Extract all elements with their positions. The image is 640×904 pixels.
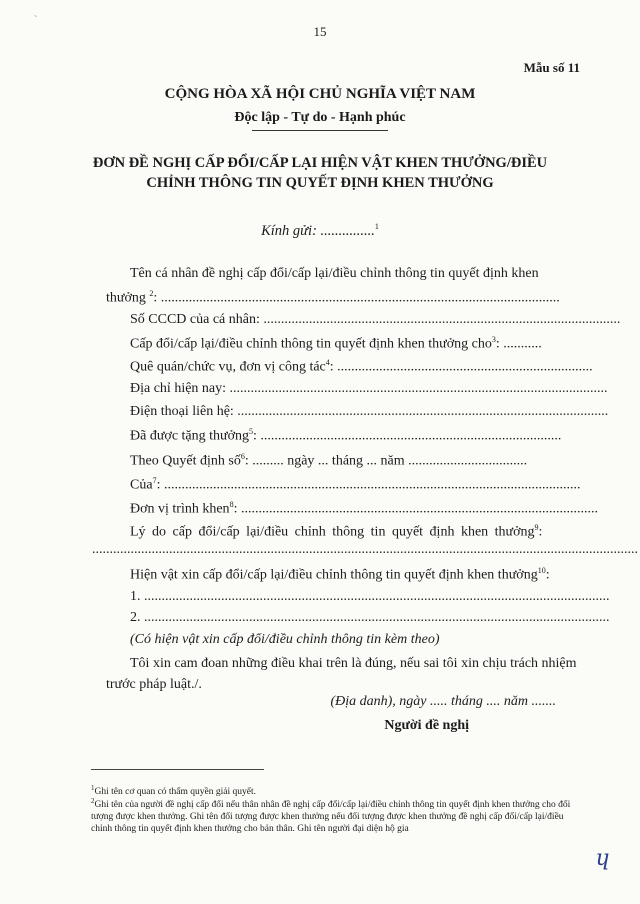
field-reason-fill-line: ............................................................................................................................................................ (92, 542, 638, 557)
scan-mark: ` (34, 15, 38, 26)
nation-header: CỘNG HÒA XÃ HỘI CHỦ NGHĨA VIỆT NAM (164, 86, 476, 102)
footnote-separator (91, 769, 264, 770)
handwritten-initial-mark: ɥ (595, 846, 610, 871)
field-decision-number: Theo Quyết định số$^6$: ......... ngày ... tháng ... năm .................................. (130, 452, 528, 469)
commitment-line-2: trước pháp luật./. (106, 677, 202, 692)
addressee (0, 222, 640, 240)
field-awarded: Đã được tặng thưởng$^5$: ...................................................................................... (130, 427, 562, 444)
form-number: Mẫu số 11 (523, 60, 580, 75)
addressee-label: Kính gửi: ............... (261, 222, 375, 239)
signature-place-date: (Địa danh), ngày ..... tháng .... năm ....... (330, 694, 556, 709)
field-item-1: 1. ..................................................................................................................................... (130, 589, 610, 604)
document-title-line-1: ĐƠN ĐỀ NGHỊ CẤP ĐỔI/CẤP LẠI HIỆN VẬT KHEN THƯỞNG/ĐIỀU (92, 155, 548, 171)
field-hometown-position: Quê quán/chức vụ, đơn vị công tác$^4$: ......................................................................... (130, 358, 593, 375)
field-name-line-1: Tên cá nhân đề nghị cấp đổi/cấp lại/điều chỉnh thông tin quyết định khen (130, 266, 539, 281)
field-items-header: Hiện vật xin cấp đổi/cấp lại/điều chỉnh thông tin quyết định khen thưởng$^{10}$: (130, 566, 550, 583)
field-nominating-unit: Đơn vị trình khen$^8$: ...................................................................................................... (130, 500, 598, 517)
field-current-address: Địa chỉ hiện nay: ............................................................................................................ (130, 381, 608, 396)
field-id-number: Số CCCD của cá nhân: ...................................................................................................... (130, 312, 621, 327)
field-reason: Lý do cấp đổi/cấp lại/điều chỉnh thông tin quyết định khen thưởng$^9$: (130, 523, 543, 540)
field-name-line-2: thưởng $^2$: .................................................................................................................. (106, 289, 560, 306)
signer-title: Người đề nghị (384, 718, 469, 733)
field-phone: Điện thoại liên hệ: .......................................................................................................... (130, 404, 609, 419)
field-item-2: 2. ..................................................................................................................................... (130, 610, 610, 625)
footnote-2: $^2$Ghi tên của người đề nghị cấp đổi nếu thân nhân đề nghị cấp đổi/cấp lại/điều chỉnh thông tin quyết định khen thưởng cho đối tượng được khen thưởng. Ghi tên đối tượng được khen thưởng nếu đối tượng được khen thưởng đề nghị cấp đổi/cấp lại/điều chỉnh thông tin quyết định khen thưởng cho bản thân. Ghi tên người đại diện hộ gia (91, 797, 571, 835)
field-issued-by: Của$^7$: ....................................................................................................................... (130, 476, 581, 493)
motto: Độc lập - Tự do - Hạnh phúc (234, 110, 406, 125)
motto-underline (252, 130, 388, 131)
field-issue-for: Cấp đổi/cấp lại/điều chỉnh thông tin quyết định khen thưởng cho$^3$: ........... (130, 335, 542, 352)
footnote-1: $^1$Ghi tên cơ quan có thẩm quyền giải quyết. (91, 784, 256, 798)
footnote-ref: 1 (374, 222, 379, 231)
commitment-line-1: Tôi xin cam đoan những điều khai trên là đúng, nếu sai tôi xin chịu trách nhiệm (130, 656, 577, 671)
document-title-line-2: CHỈNH THÔNG TIN QUYẾT ĐỊNH KHEN THƯỞNG (146, 175, 494, 191)
page-number: 15 (313, 24, 327, 39)
attachment-note: (Có hiện vật xin cấp đổi/điều chỉnh thông tin kèm theo) (130, 632, 440, 647)
